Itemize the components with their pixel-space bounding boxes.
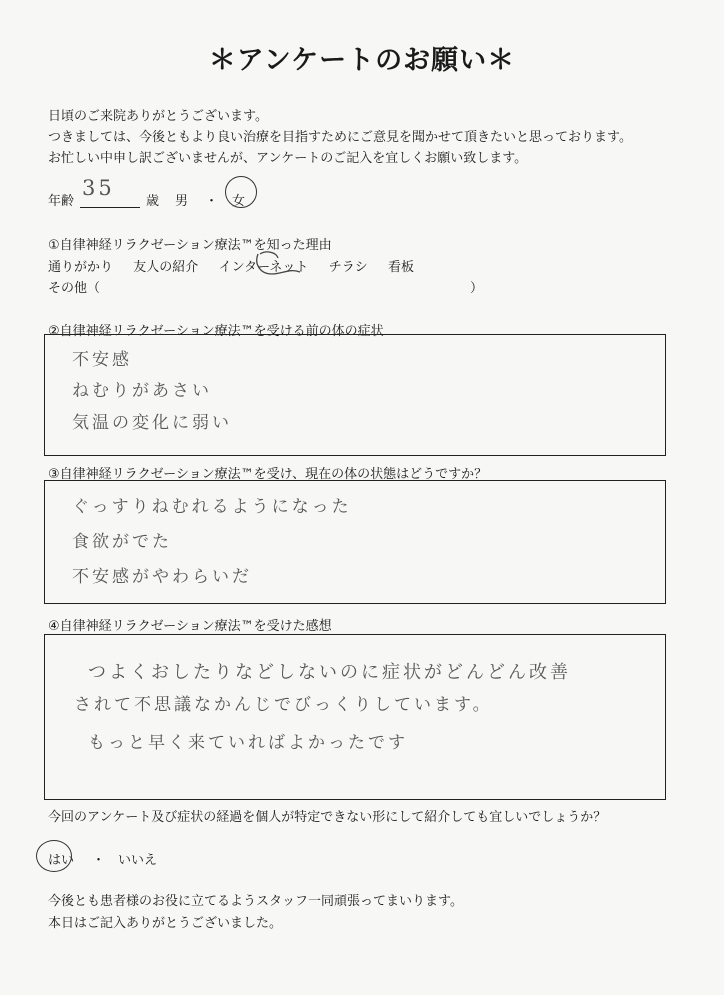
gender-selection-circle [225, 176, 257, 208]
consent-yes[interactable]: はい [48, 853, 75, 868]
q1-option-friend[interactable]: 友人の紹介 [133, 260, 199, 275]
q4-answer-1: つよくおしたりなどしないのに症状がどんどん改善 [88, 662, 571, 683]
q1-selection-mark [250, 248, 310, 280]
consent-no[interactable]: いいえ [118, 853, 158, 868]
q4-answer-2: されて不思議なかんじでびっくりしています。 [74, 695, 493, 715]
q3-answer-2: 食欲がでた [72, 532, 172, 552]
closing-line-2: 本日はご記入ありがとうございました。 [48, 916, 283, 931]
q2-answer-3: 気温の変化に弱い [72, 413, 232, 433]
q2-heading: ②自律神経リラクゼーション療法™を受ける前の体の症状 [48, 324, 384, 339]
age-underline [80, 207, 140, 208]
gender-dot: ・ [205, 194, 219, 209]
intro-line-2: つきましては、今後ともより良い治療を目指すためにご意見を聞かせて頂きたいと思っております。 [48, 130, 632, 145]
q3-answer-1: ぐっすりねむれるようになった [72, 497, 352, 517]
q1-options [48, 256, 414, 275]
q1-option-internet[interactable]: インターネット [218, 260, 309, 275]
closing-line-1: 今後とも患者様のお役に立てるようスタッフ一同頑張ってまいります。 [48, 894, 463, 909]
q1-other-close: ） [470, 281, 484, 296]
consent-selection-circle [36, 840, 75, 872]
q2-answer-1: 不安感 [72, 350, 132, 370]
consent-dot: ・ [92, 853, 106, 868]
age-unit: 歳 [146, 194, 160, 209]
consent-question: 今回のアンケート及び症状の経過を個人が特定できない形にして紹介しても宜しいでしょうか？ [48, 810, 607, 825]
q3-answer-3: 不安感がやわらいだ [72, 567, 252, 587]
age-label: 年齢 [48, 194, 75, 209]
q1-option-signboard[interactable]: 看板 [388, 260, 415, 275]
intro-line-3: お忙しい中申し訳ございませんが、アンケートのご記入を宜しくお願い致します。 [48, 151, 528, 166]
q1-option-flyer[interactable]: チラシ [328, 260, 368, 275]
q1-heading-text: ①自律神経リラクゼーション療法™を知った理由 [48, 238, 332, 253]
intro-line-1: 日頃のご来院ありがとうございます。 [48, 109, 268, 124]
age-value[interactable]: 35 [82, 176, 115, 200]
q2-answer-2: ねむりがあさい [72, 381, 212, 401]
q4-heading: ④自律神経リラクゼーション療法™を受けた感想 [48, 619, 332, 634]
gender-female[interactable]: 女 [232, 194, 246, 209]
q4-answer-3: もっと早く来ていればよかったです [88, 733, 408, 753]
q1-other-label: その他（ [48, 281, 101, 296]
page-title: ＊アンケートのお願い＊ [208, 45, 516, 76]
gender-male[interactable]: 男 [175, 194, 189, 209]
q1-option-passing[interactable]: 通りがかり [48, 260, 114, 275]
q3-heading: ③自律神経リラクゼーション療法™を受け、現在の体の状態はどうですか？ [48, 467, 488, 482]
